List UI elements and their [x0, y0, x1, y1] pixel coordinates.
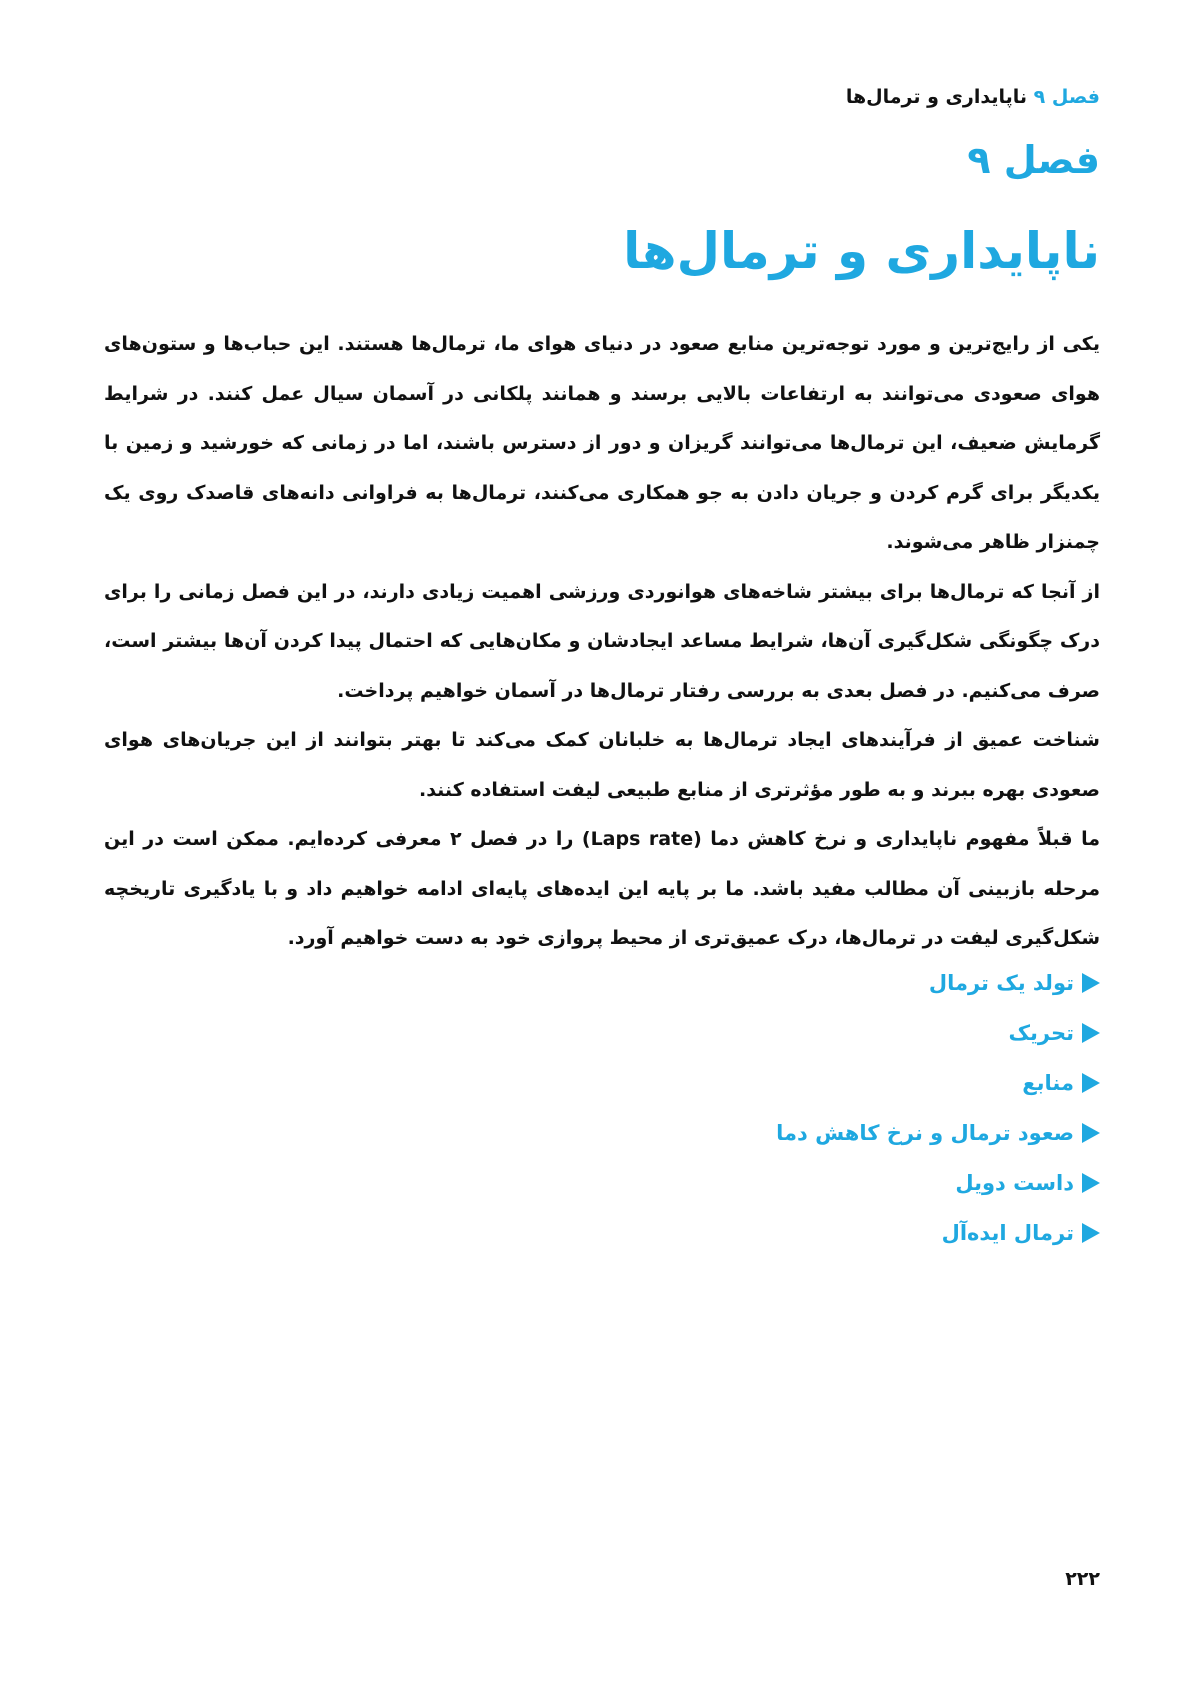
page-number: ۲۲۲ — [1065, 1568, 1100, 1590]
paragraph: شناخت عمیق از فرآیندهای ایجاد ترمال‌ها به خلبانان کمک می‌کند تا بهتر بتوانند از این جریان‌های هوای صعودی بهره ببرند و به طور مؤثرتری از منابع طبیعی لیفت استفاده کنند. — [104, 729, 1100, 801]
section-link-label: منابع — [1022, 1071, 1074, 1095]
chapter-label: فصل ۹ — [967, 138, 1100, 182]
section-link-birth-of-thermal[interactable] — [776, 958, 1100, 1008]
triangle-right-icon — [1082, 1173, 1100, 1193]
section-link-label: داست دویل — [955, 1171, 1074, 1195]
running-header-title: ناپایداری و ترمال‌ها — [845, 86, 1028, 108]
book-page — [104, 0, 1100, 1704]
triangle-right-icon — [1082, 1123, 1100, 1143]
section-link-sources[interactable] — [776, 1058, 1100, 1108]
section-list — [776, 958, 1100, 1258]
triangle-right-icon — [1082, 1073, 1100, 1093]
triangle-right-icon — [1082, 973, 1100, 993]
section-link-label: تولد یک ترمال — [928, 971, 1074, 995]
chapter-title: ناپایداری و ترمال‌ها — [623, 222, 1100, 280]
section-link-triggers[interactable] — [776, 1008, 1100, 1058]
section-link-dust-devil[interactable] — [776, 1158, 1100, 1208]
paragraph: ما قبلاً مفهوم ناپایداری و نرخ کاهش دما (Laps rate) را در فصل ۲ معرفی کرده‌ایم. ممکن است در این مرحله بازبینی آن مطالب مفید باشد. ما بر پایه این ایده‌های پایه‌ای ادامه خواهیم داد و با یادگیری تاریخچه شکل‌گیری لیفت در ترمال‌ها، درک عمیق‌تری از محیط پروازی خود به دست خواهیم آورد. — [104, 828, 1100, 949]
section-link-label: تحریک — [1008, 1021, 1074, 1045]
body-text — [104, 320, 1100, 964]
triangle-right-icon — [1082, 1223, 1100, 1243]
paragraph: یکی از رایج‌ترین و مورد توجه‌ترین منابع صعود در دنیای هوای ما، ترمال‌ها هستند. این حباب‌ها و ستون‌های هوای صعودی می‌توانند به ارتفاعات بالایی برسند و همانند پلکانی در آسمان سیال عمل کنند. در شرایط گرمایش ضعیف، این ترمال‌ها می‌توانند گریزان و دور از دسترس باشند، اما در زمانی که خورشید و زمین با یکدیگر برای گرم کردن و جریان دادن به جو همکاری می‌کنند، ترمال‌ها به فراوانی دانه‌های قاصدک روی یک چمنزار ظاهر می‌شوند. — [104, 333, 1100, 553]
triangle-right-icon — [1082, 1023, 1100, 1043]
section-link-label: صعود ترمال و نرخ کاهش دما — [776, 1121, 1074, 1145]
running-header — [846, 86, 1100, 108]
section-link-ideal-thermal[interactable] — [776, 1208, 1100, 1258]
section-link-label: ترمال ایده‌آل — [941, 1221, 1074, 1245]
paragraph: از آنجا که ترمال‌ها برای بیشتر شاخه‌های هوانوردی ورزشی اهمیت زیادی دارند، در این فصل زمانی را برای درک چگونگی شکل‌گیری آن‌ها، شرایط مساعد ایجادشان و مکان‌هایی که احتمال پیدا کردن آن‌ها بیشتر است، صرف می‌کنیم. در فصل بعدی به بررسی رفتار ترمال‌ها در آسمان خواهیم پرداخت. — [104, 580, 1100, 702]
section-link-thermal-rise-lapse-rate[interactable] — [776, 1108, 1100, 1158]
running-header-chapter: فصل ۹ — [1033, 86, 1100, 108]
